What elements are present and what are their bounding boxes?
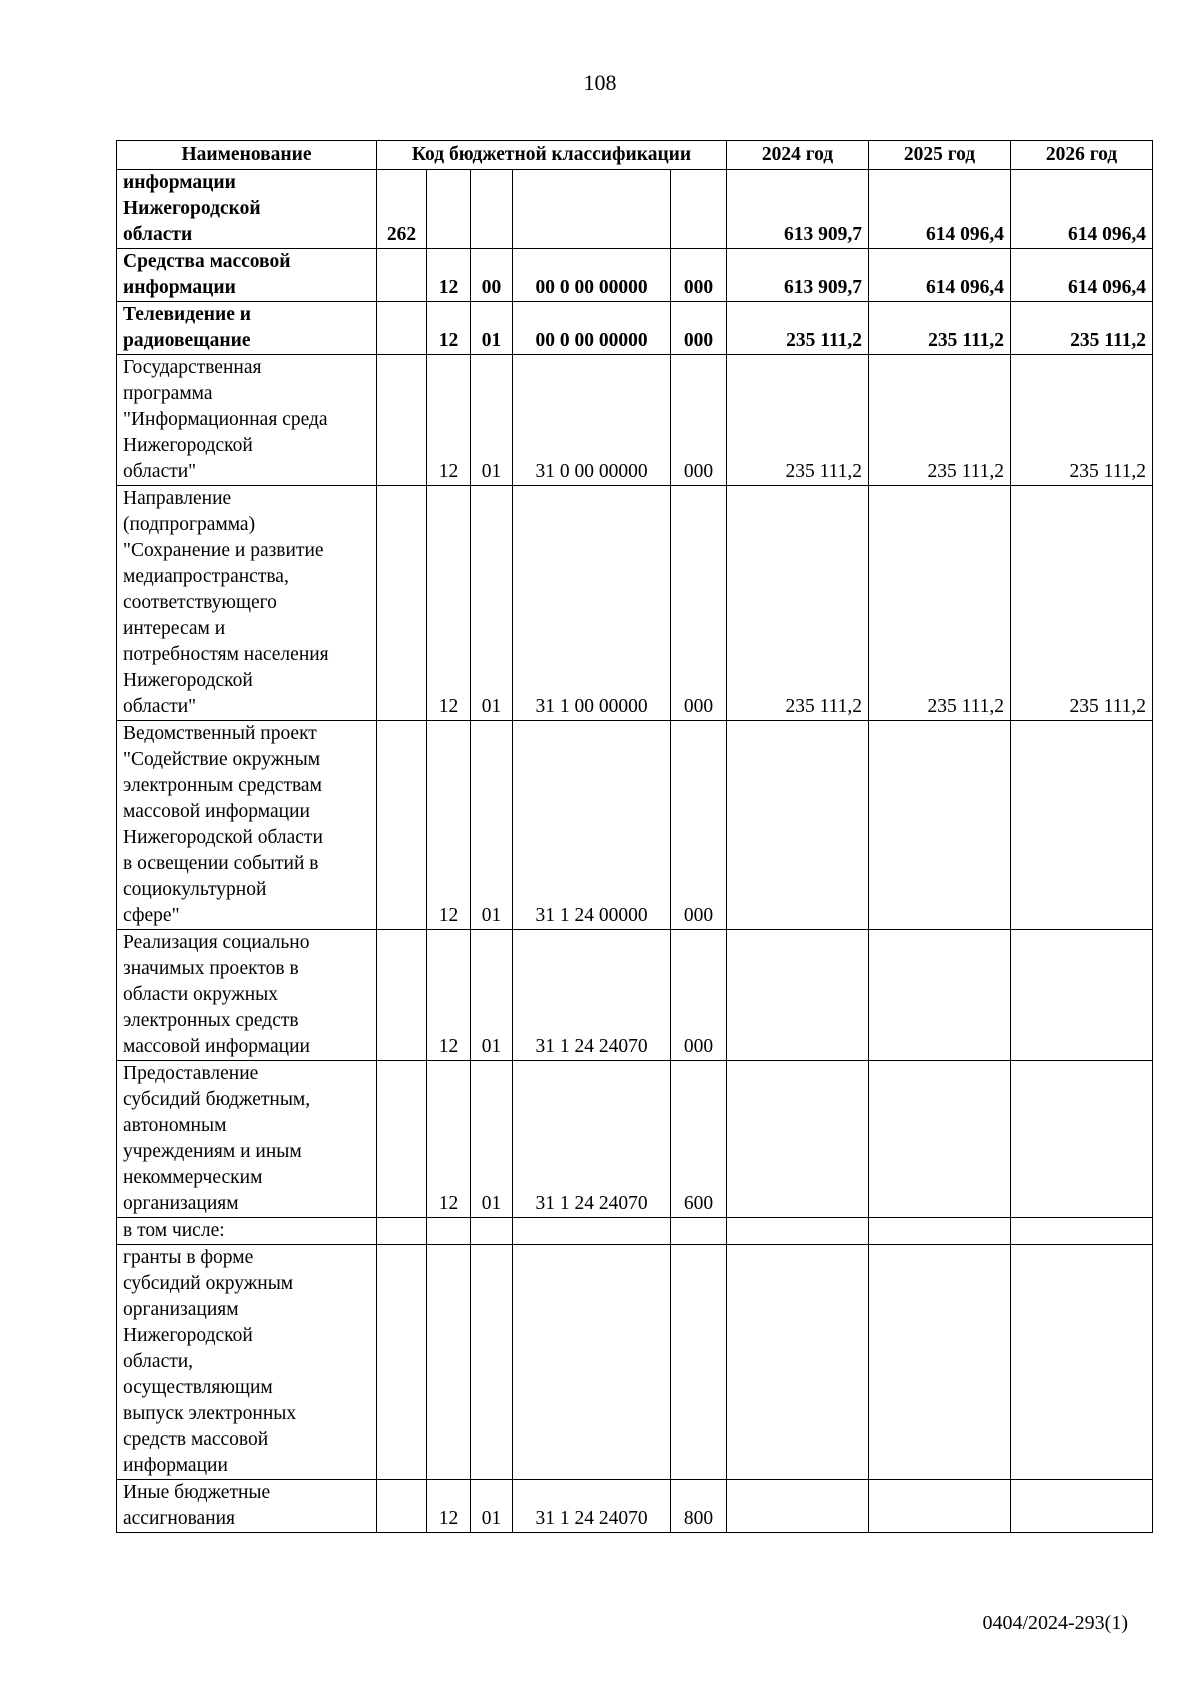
- page-number: 108: [583, 70, 617, 95]
- row-name: Средства массовой информации: [117, 249, 377, 302]
- value-2024: [727, 1480, 869, 1533]
- value-2024: 235 111,2: [727, 486, 869, 721]
- code-expense-type: 000: [671, 930, 727, 1061]
- code-subsection: 01: [471, 930, 513, 1061]
- code-subsection: 01: [471, 1480, 513, 1533]
- code-ministry: [377, 1218, 427, 1245]
- header-code: Код бюджетной классификации: [377, 141, 727, 170]
- table-row: [117, 170, 1153, 249]
- table-row: [117, 930, 1153, 1061]
- value-2026: [1011, 721, 1153, 930]
- value-2026: 235 111,2: [1011, 486, 1153, 721]
- value-2026: 235 111,2: [1011, 355, 1153, 486]
- code-target: [513, 1245, 671, 1480]
- value-2024: [727, 721, 869, 930]
- code-section: 12: [427, 249, 471, 302]
- value-2025: 235 111,2: [869, 355, 1011, 486]
- code-expense-type: 000: [671, 486, 727, 721]
- row-name: Реализация социально значимых проектов в области окружных электронных средств массовой информации: [117, 930, 377, 1061]
- code-ministry: 262: [377, 170, 427, 249]
- code-section: 12: [427, 930, 471, 1061]
- value-2026: 614 096,4: [1011, 170, 1153, 249]
- code-target: 31 1 24 24070: [513, 930, 671, 1061]
- row-name: гранты в форме субсидий окружным организациям Нижегородской области, осуществляющим выпуск электронных средств массовой информации: [117, 1245, 377, 1480]
- code-expense-type: [671, 1245, 727, 1480]
- code-target: 31 1 00 00000: [513, 486, 671, 721]
- value-2025: [869, 721, 1011, 930]
- code-subsection: 00: [471, 249, 513, 302]
- value-2024: 235 111,2: [727, 302, 869, 355]
- value-2024: [727, 1061, 869, 1218]
- code-target: 31 1 24 24070: [513, 1061, 671, 1218]
- code-subsection: [471, 1218, 513, 1245]
- code-section: 12: [427, 1061, 471, 1218]
- code-ministry: [377, 1061, 427, 1218]
- value-2025: [869, 1061, 1011, 1218]
- value-2025: [869, 1480, 1011, 1533]
- value-2026: [1011, 1245, 1153, 1480]
- header-2024: 2024 год: [727, 141, 869, 170]
- code-target: [513, 170, 671, 249]
- code-expense-type: 800: [671, 1480, 727, 1533]
- row-name: Государственная программа "Информационная среда Нижегородской области": [117, 355, 377, 486]
- code-section: 12: [427, 302, 471, 355]
- header-2025: 2025 год: [869, 141, 1011, 170]
- value-2025: [869, 930, 1011, 1061]
- code-ministry: [377, 486, 427, 721]
- code-ministry: [377, 249, 427, 302]
- code-subsection: 01: [471, 302, 513, 355]
- value-2024: 613 909,7: [727, 170, 869, 249]
- table-row: [117, 1218, 1153, 1245]
- code-expense-type: 600: [671, 1061, 727, 1218]
- code-ministry: [377, 930, 427, 1061]
- value-2026: 614 096,4: [1011, 249, 1153, 302]
- row-name: информации Нижегородской области: [117, 170, 377, 249]
- code-subsection: [471, 170, 513, 249]
- code-expense-type: [671, 170, 727, 249]
- budget-table: [116, 140, 1153, 1533]
- code-target: [513, 1218, 671, 1245]
- row-name: Иные бюджетные ассигнования: [117, 1480, 377, 1533]
- document-code: 0404/2024-293(1): [982, 1612, 1128, 1634]
- table-header-row: [117, 141, 1153, 170]
- code-section: [427, 170, 471, 249]
- code-expense-type: 000: [671, 249, 727, 302]
- code-subsection: 01: [471, 721, 513, 930]
- code-target: 31 1 24 00000: [513, 721, 671, 930]
- code-expense-type: 000: [671, 721, 727, 930]
- table-row: [117, 355, 1153, 486]
- row-name: Направление (подпрограмма) "Сохранение и развитие медиапространства, соответствующего интересам и потребностям населения Нижегородской области": [117, 486, 377, 721]
- code-subsection: 01: [471, 1061, 513, 1218]
- value-2026: [1011, 930, 1153, 1061]
- table-row: [117, 302, 1153, 355]
- code-target: 31 0 00 00000: [513, 355, 671, 486]
- code-expense-type: 000: [671, 355, 727, 486]
- table-row: [117, 1480, 1153, 1533]
- code-section: 12: [427, 486, 471, 721]
- table-row: [117, 486, 1153, 721]
- code-target: 31 1 24 24070: [513, 1480, 671, 1533]
- value-2025: 614 096,4: [869, 170, 1011, 249]
- table-row: [117, 721, 1153, 930]
- row-name: в том числе:: [117, 1218, 377, 1245]
- code-ministry: [377, 302, 427, 355]
- table-row: [117, 1245, 1153, 1480]
- code-subsection: 01: [471, 355, 513, 486]
- value-2024: [727, 930, 869, 1061]
- code-ministry: [377, 1245, 427, 1480]
- code-ministry: [377, 1480, 427, 1533]
- value-2026: [1011, 1061, 1153, 1218]
- row-name: Ведомственный проект "Содействие окружным электронным средствам массовой информации Нижегородской области в освещении событий в социокультурной сфере": [117, 721, 377, 930]
- value-2025: [869, 1218, 1011, 1245]
- value-2024: 235 111,2: [727, 355, 869, 486]
- value-2025: 235 111,2: [869, 486, 1011, 721]
- table-row: [117, 1061, 1153, 1218]
- row-name: Предоставление субсидий бюджетным, автономным учреждениям и иным некоммерческим организациям: [117, 1061, 377, 1218]
- header-2026: 2026 год: [1011, 141, 1153, 170]
- code-section: 12: [427, 355, 471, 486]
- value-2025: 614 096,4: [869, 249, 1011, 302]
- code-expense-type: [671, 1218, 727, 1245]
- value-2025: [869, 1245, 1011, 1480]
- value-2026: [1011, 1480, 1153, 1533]
- value-2024: 613 909,7: [727, 249, 869, 302]
- code-section: 12: [427, 1480, 471, 1533]
- code-section: [427, 1245, 471, 1480]
- value-2026: [1011, 1218, 1153, 1245]
- value-2025: 235 111,2: [869, 302, 1011, 355]
- code-ministry: [377, 721, 427, 930]
- header-name: Наименование: [117, 141, 377, 170]
- code-subsection: [471, 1245, 513, 1480]
- value-2024: [727, 1218, 869, 1245]
- value-2024: [727, 1245, 869, 1480]
- code-section: [427, 1218, 471, 1245]
- code-subsection: 01: [471, 486, 513, 721]
- code-target: 00 0 00 00000: [513, 249, 671, 302]
- code-target: 00 0 00 00000: [513, 302, 671, 355]
- code-expense-type: 000: [671, 302, 727, 355]
- code-section: 12: [427, 721, 471, 930]
- table-row: [117, 249, 1153, 302]
- row-name: Телевидение и радиовещание: [117, 302, 377, 355]
- code-ministry: [377, 355, 427, 486]
- value-2026: 235 111,2: [1011, 302, 1153, 355]
